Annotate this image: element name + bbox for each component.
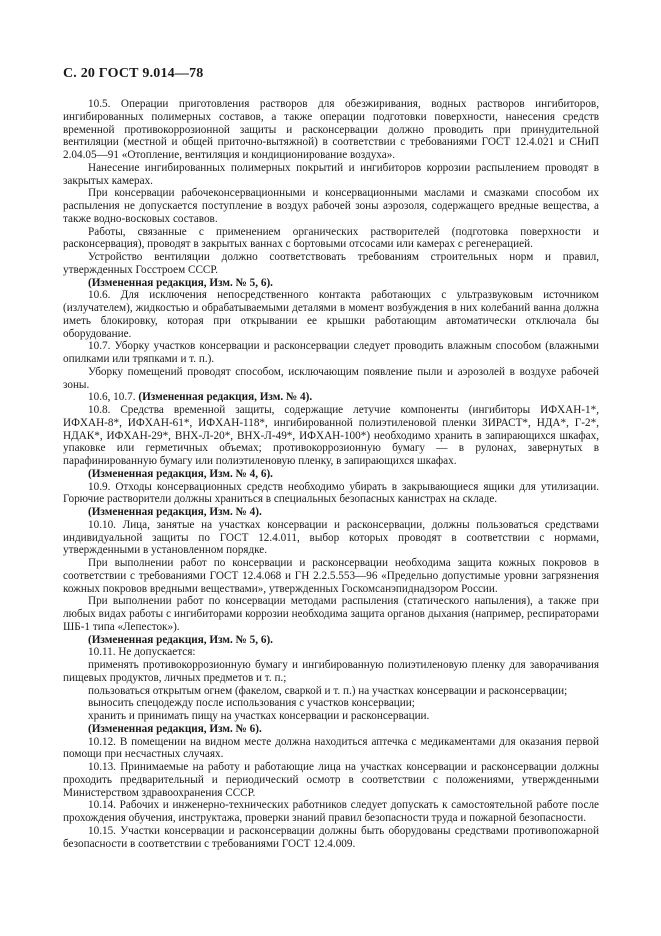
paragraph: применять противокоррозионную бумагу и ингибированную полиэтиленовую пленку для заворачивания пищевых продуктов, личных предметов и т. п.; [63, 659, 599, 684]
paragraph: хранить и принимать пищу на участках консервации и расконсервации. [88, 710, 430, 722]
revision-note: (Измененная редакция, Изм. № 4). [88, 506, 262, 518]
paragraph: 10.8. Средства временной защиты, содержащие летучие компоненты (ингибиторы ИФХАН-1*, ИФХАН-8*, ИФХАН-61*, ИФХАН-118*, ингибированной полиэтиленовой пленки ЗИРАСТ*, НДА*, Г-2*, НДАК*, ИФХАН-29*, ВНХ-Л-20*, ВНХ-Л-49*, ИФХАН-100*) необходимо хранить в запирающихся шкафах, упаковке или герметичных объемах; противокоррозионную бумагу — в рулонах, завернутых в парафинированную бумагу или полиэтиленовую пленку, в запирающихся шкафах. [63, 404, 599, 467]
paragraph: 10.10. Лица, занятые на участках консервации и расконсервации, должны пользоваться средствами индивидуальной защиты по ГОСТ 12.4.011, выбор которых проводят в соответствии с нормами, утвержденными в установленном порядке. [63, 518, 599, 557]
paragraph: При выполнении работ по консервации методами распыления (статического напыления), а также при любых видах работы с ингибиторами коррозии необходима защита органов дыхания (например, респираторами ШБ-1 типа «Лепесток»). [63, 595, 599, 633]
paragraph: выносить спецодежду после использования с участков консервации; [88, 697, 415, 710]
paragraph: 10.6, 10.7. (Измененная редакция, Изм. № 4). [88, 391, 313, 404]
paragraph: 10.11. Не допускается: [88, 646, 196, 659]
paragraph: При выполнении работ по консервации и расконсервации необходима защита кожных покровов в соответствии с требованиями ГОСТ 12.4.068 и ГН 2.2.5.553—96 «Предельно допустимые уровни загрязнения кожных покровов вредными веществами», утвержденных Госкомсанэпиднадзором России. [63, 557, 599, 595]
paragraph: Устройство вентиляции должно соответствовать требованиям строительных норм и правил, утвержденных Госстроем СССР. [63, 251, 599, 276]
revision-note: (Измененная редакция, Изм. № 5, 6). [88, 276, 273, 289]
document-body [63, 98, 599, 850]
paragraph: 10.6. Для исключения непосредственного контакта работающих с ультразвуковым источником (излучателем), жидкостью и обрабатываемыми деталями в момент возбуждения в них колебаний ванна должна иметь блокировку, которая при открывании ее крышки работающим автоматически отключала бы оборудование. [63, 289, 599, 340]
revision-note: (Измененная редакция, Изм. № 6). [88, 722, 262, 735]
paragraph: 10.14. Рабочих и инженерно-технических работников следует допускать к самостоятельной работе после прохождения обучения, инструктажа, проверки знаний правил безопасности труда и пожарной безопасности. [63, 799, 599, 824]
paragraph: 10.12. В помещении на видном месте должна находиться аптечка с медикаментами для оказания первой помощи при несчастных случаях. [63, 735, 599, 761]
page-header: С. 20 ГОСТ 9.014—78 [63, 66, 204, 81]
paragraph: 10.7. Уборку участков консервации и расконсервации следует проводить влажным способом (влажными опилками или тряпками и т. п.). [63, 340, 599, 365]
paragraph: 10.13. Принимаемые на работу и работающие лица на участках консервации и расконсервации должны проходить предварительный и периодический осмотр в соответствии с положениями, утвержденными Министерством здравоохранения СССР. [63, 761, 599, 799]
paragraph: 10.15. Участки консервации и расконсервации должны быть оборудованы средствами противопожарной безопасности в соответствии с требованиями ГОСТ 12.4.009. [63, 824, 599, 850]
paragraph: При консервации рабочеконсервационными и консервационными маслами и смазками способом их распыления не допускается поступление в воздух рабочей зоны аэрозоля, содержащего вредные вещества, а также водно-восковых составов. [63, 187, 599, 225]
revision-note: (Измененная редакция, Изм. № 4, 6). [88, 467, 273, 480]
paragraph: пользоваться открытым огнем (факелом, сваркой и т. п.) на участках консервации и расконсервации; [88, 684, 568, 697]
paragraph: Работы, связанные с применением органических растворителей (подготовка поверхности и расконсервация), проводят в закрытых ваннах с бортовыми отсосами или камерах с регенерацией. [63, 225, 599, 251]
paragraph: 10.9. Отходы консервационных средств необходимо убирать в закрывающиеся ящики для утилизации. Горючие растворители должны храниться в специальных безопасных канистрах на складе. [63, 480, 599, 506]
paragraph: 10.5. Операции приготовления растворов для обезжиривания, водных растворов ингибиторов, ингибированных полимерных составов, а также операции подготовки поверхности, нанесения средств временной противокоррозионной защиты и расконсервации должно проводить при принудительной вентиляции (местной и общей приточно-вытяжной) в соответствии с требованиями ГОСТ 12.4.021 и СНиП 2.04.05—91 «Отопление, вентиляция и кондиционирование воздуха». [63, 98, 599, 161]
revision-note: (Измененная редакция, Изм. № 5, 6). [88, 633, 273, 646]
paragraph: Нанесение ингибированных полимерных покрытий и ингибиторов коррозии распылением проводят в закрытых камерах. [63, 161, 599, 187]
paragraph: Уборку помещений проводят способом, исключающим появление пыли и аэрозолей в воздухе рабочей зоны. [63, 365, 599, 391]
